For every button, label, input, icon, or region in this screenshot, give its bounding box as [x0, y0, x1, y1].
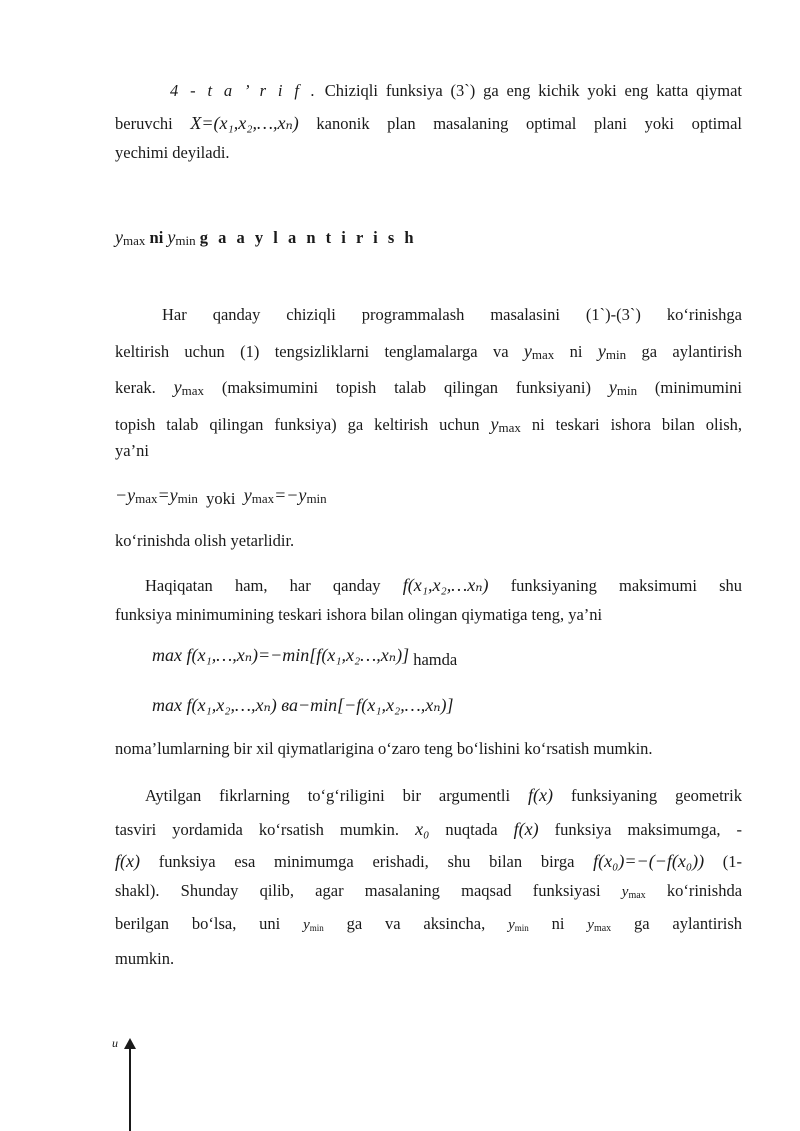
heading-y-max: y	[115, 227, 123, 247]
formula-fx0: f(x₀)=−(−f(x₀))	[593, 851, 705, 871]
equation-ymax-ymin	[115, 484, 742, 510]
para2-line-1	[145, 574, 742, 597]
para1-l2-post: ga aylantirish	[641, 342, 743, 361]
ymax-1: y	[523, 341, 532, 361]
para3-l1-post: funksiyaning geometrik	[570, 786, 742, 805]
para1-l3-post: (minimumini	[654, 378, 742, 397]
definition-line-3: yechimi deyiladi.	[115, 143, 230, 162]
para3-l5-ni: ni	[551, 914, 565, 933]
axis-label-u: u	[112, 1036, 118, 1050]
formula-f-args: f(x₁,x₂,…xₙ)	[402, 575, 489, 595]
ymin-1-sub: min	[605, 347, 627, 362]
ymin-2: y	[608, 377, 617, 397]
para2-l1-post: funksiyaning maksimumi shu	[510, 576, 743, 595]
korinishda-line: ko‘rinishda olish yetarlidir.	[115, 531, 295, 550]
para3-l4-post: ko‘rinishda	[666, 881, 743, 900]
para2-l1-pre: Haqiqatan ham, har qanday	[145, 576, 381, 595]
formula-fx-3: f(x)	[115, 851, 140, 871]
para3-l3-post: (1-	[722, 852, 743, 871]
ymin-6: y	[508, 917, 515, 933]
heading-title: g a a y l a n t i r i s h	[199, 228, 417, 247]
ymin-2-sub: min	[616, 383, 638, 398]
para2-line-2: funksiya minimumining teskari ishora bilan olingan qiymatiga teng, ya’ni	[115, 605, 603, 624]
para3-l2-mid: nuqtada	[445, 820, 498, 839]
para1-l4-pre: topish talab qilingan funksiya) ga keltirish uchun	[115, 415, 480, 434]
para1-line-1: Har qanday chiziqli programmalash masalasini (1`)-(3`) ko‘rinishga	[162, 305, 742, 324]
eq1-eq-sub: min	[177, 491, 198, 506]
definition-line-2	[115, 112, 742, 135]
para3-line-6: mumkin.	[115, 949, 175, 968]
equation-max-va-min	[152, 694, 779, 717]
ymax-4-sub: max	[628, 890, 646, 901]
formula-fx-1: f(x)	[528, 785, 554, 805]
ymin-1: y	[597, 341, 606, 361]
ymax-2: y	[173, 377, 182, 397]
ymin-5: y	[303, 917, 310, 933]
y-axis-line	[129, 1048, 131, 1131]
para1-line-3	[115, 376, 742, 402]
para3-l5-pre: berilgan bo‘lsa, uni	[115, 914, 281, 933]
ymax-2-sub: max	[181, 383, 204, 398]
ymax-4: y	[621, 884, 629, 900]
eq1-right-sub2: min	[306, 491, 327, 506]
para1-l3-pre: kerak.	[115, 378, 156, 397]
eq2-hamda: hamda	[413, 650, 458, 669]
para3-l2-post: funksiya maksimumga, -	[554, 820, 743, 839]
ymin-6-sub: min	[514, 923, 529, 933]
para3-line-4	[115, 880, 742, 907]
heading-ni: ni	[149, 228, 164, 247]
eq3-formula: max f(x₁,x₂,…,xₙ) ва−min[−f(x₁,x₂,…,xₙ)]	[152, 695, 454, 715]
para3-line-2	[115, 818, 742, 841]
eq1-right: y	[243, 485, 252, 505]
equation-max-min	[152, 644, 779, 671]
para1-line-5: ya’ni	[115, 441, 149, 460]
eq1-left-sub: max	[135, 491, 158, 506]
formula-fx-2: f(x)	[513, 819, 539, 839]
eq1-right-sub: max	[251, 491, 275, 506]
ymax-6-sub: max	[593, 923, 612, 934]
ymin-5-sub: min	[309, 923, 324, 933]
para1-l2-pre: keltirish uchun (1) tengsizliklarni tenglamalarga va	[115, 342, 509, 361]
eq1-eq: =y	[157, 485, 178, 505]
eq1-yoki: yoki	[206, 489, 236, 508]
eq1-left: −y	[115, 485, 136, 505]
para3-line-3	[115, 850, 742, 873]
formula-x-vector: X=(x₁,x₂,…,xₙ)	[190, 113, 299, 133]
para3-l5-mid1: ga va aksincha,	[346, 914, 486, 933]
para3-l4-pre: shakl). Shunday qilib, agar masalaning maqsad funksiyasi	[115, 881, 601, 900]
formula-x0: x₀	[415, 819, 430, 839]
para3-l3-mid: funksiya esa minimumga erishadi, shu bilan birga	[158, 852, 575, 871]
ymax-3: y	[490, 414, 499, 434]
para1-l2-ni: ni	[569, 342, 583, 361]
ymax-6: y	[587, 917, 594, 933]
definition-text-2a: beruvchi	[115, 114, 173, 133]
eq2-formula: max f(x₁,…,xₙ)=−min[f(x₁,x₂…,xₙ)]	[152, 645, 410, 665]
para3-line-5	[115, 913, 742, 940]
ymax-1-sub: max	[531, 347, 555, 362]
heading-min-sub: min	[175, 233, 196, 248]
section-heading	[115, 226, 742, 252]
ymax-3-sub: max	[498, 420, 521, 435]
para1-line-2	[115, 340, 742, 366]
definition-line-1	[170, 80, 742, 102]
eq1-right-eq: =−y	[274, 485, 307, 505]
definition-text-2b: kanonik plan masalaning optimal plani yoki optimal	[316, 114, 743, 133]
heading-max-sub: max	[123, 233, 146, 248]
para3-l2-pre: tasviri yordamida ko‘rsatish mumkin.	[115, 820, 400, 839]
para1-l3-mid: (maksimumini topish talab qilingan funksiyani)	[221, 378, 592, 397]
definition-text-1: Chiziqli funksiya (3`) ga eng kichik yoki eng katta qiymat	[324, 81, 742, 100]
nomalum-line: noma’lumlarning bir xil qiymatlarigina o‘zaro teng bo‘lishini ko‘rsatish mumkin.	[115, 739, 653, 758]
definition-label: 4 - t a ’ r i f .	[170, 81, 317, 100]
para3-l1-pre: Aytilgan fikrlarning to‘g‘riligini bir argumentli	[145, 786, 511, 805]
para3-l5-post: ga aylantirish	[633, 914, 743, 933]
heading-y-min: y	[167, 227, 176, 247]
para1-line-4	[115, 413, 742, 439]
para3-line-1	[145, 784, 742, 807]
para1-l4-post: ni teskari ishora bilan olish,	[531, 415, 743, 434]
